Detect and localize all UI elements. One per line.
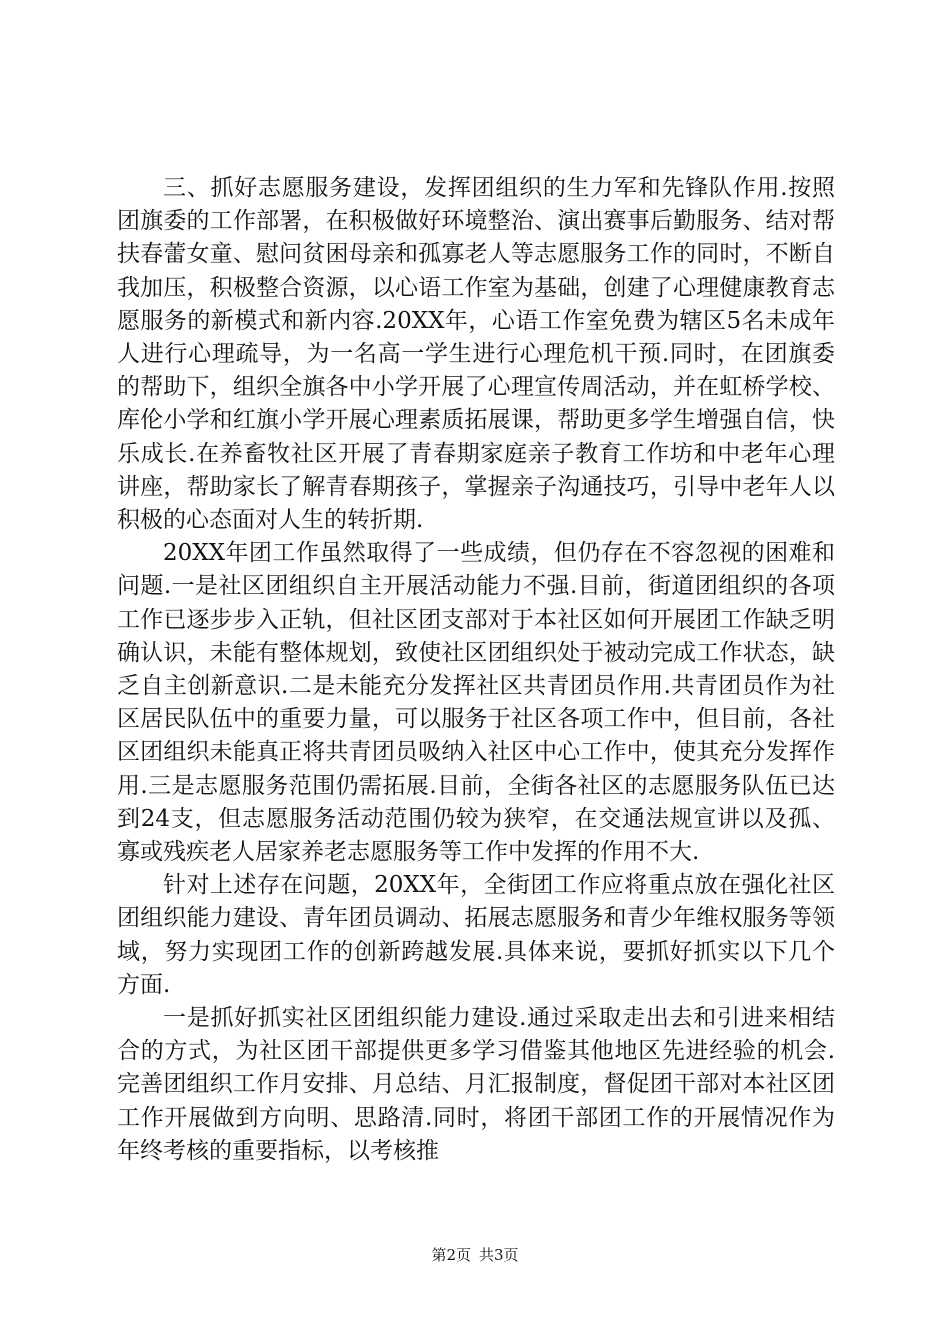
page-footer <box>0 1244 950 1265</box>
paragraph-problems: 20XX年团工作虽然取得了一些成绩，但仍存在不容忽视的困难和问题.一是社区团组织自主开展活动能力不强.目前，街道团组织的各项工作已逐步步入正轨，但社区团支部对于本社区如何开展团工作缺乏明确认识，未能有整体规划，致使社区团组织处于被动完成工作状态，缺乏自主创新意识.二是未能充分发挥社区共青团员作用.共青团员作为社区居民队伍中的重要力量，可以服务于社区各项工作中，但目前，各社区团组织未能真正将共青团员吸纳入社区中心工作中，使其充分发挥作用.三是志愿服务范围仍需拓展.目前，全街各社区的志愿服务队伍已达到24支，但志愿服务活动范围仍较为狭窄，在交通法规宣讲以及孤、寡或残疾老人居家养老志愿服务等工作中发挥的作用不大. <box>117 540 835 866</box>
document-body <box>117 172 835 1168</box>
page-number: 第2页 <box>431 1246 471 1264</box>
paragraph-volunteer-service: 三、抓好志愿服务建设，发挥团组织的生力军和先锋队作用.按照团旗委的工作部署，在积极做好环境整治、演出赛事后勤服务、结对帮扶春蕾女童、慰问贫困母亲和孤寡老人等志愿服务工作的同时，不断自我加压，积极整合资源，以心语工作室为基础，创建了心理健康教育志愿服务的新模式和新内容.20XX年，心语工作室免费为辖区5名未成年人进行心理疏导，为一名高一学生进行心理危机干预.同时，在团旗委的帮助下，组织全旗各中小学开展了心理宣传周活动，并在虹桥学校、库伦小学和红旗小学开展心理素质拓展课，帮助更多学生增强自信，快乐成长.在养畜牧社区开展了青春期家庭亲子教育工作坊和中老年心理讲座，帮助家长了解青春期孩子，掌握亲子沟通技巧，引导中老年人以积极的心态面对人生的转折期. <box>117 175 835 534</box>
page-total: 共3页 <box>479 1246 519 1264</box>
paragraph-next-year-focus: 针对上述存在问题，20XX年，全街团工作应将重点放在强化社区团组织能力建设、青年团员调动、拓展志愿服务和青少年维权服务等领域，努力实现团工作的创新跨越发展.具体来说，要抓好抓实以下几个方面. <box>117 872 835 998</box>
paragraph-capacity-building: 一是抓好抓实社区团组织能力建设.通过采取走出去和引进来相结合的方式，为社区团干部提供更多学习借鉴其他地区先进经验的机会.完善团组织工作月安排、月总结、月汇报制度，督促团干部对本社区团工作开展做到方向明、思路清.同时，将团干部团工作的开展情况作为年终考核的重要指标，以考核推 <box>117 1005 835 1164</box>
